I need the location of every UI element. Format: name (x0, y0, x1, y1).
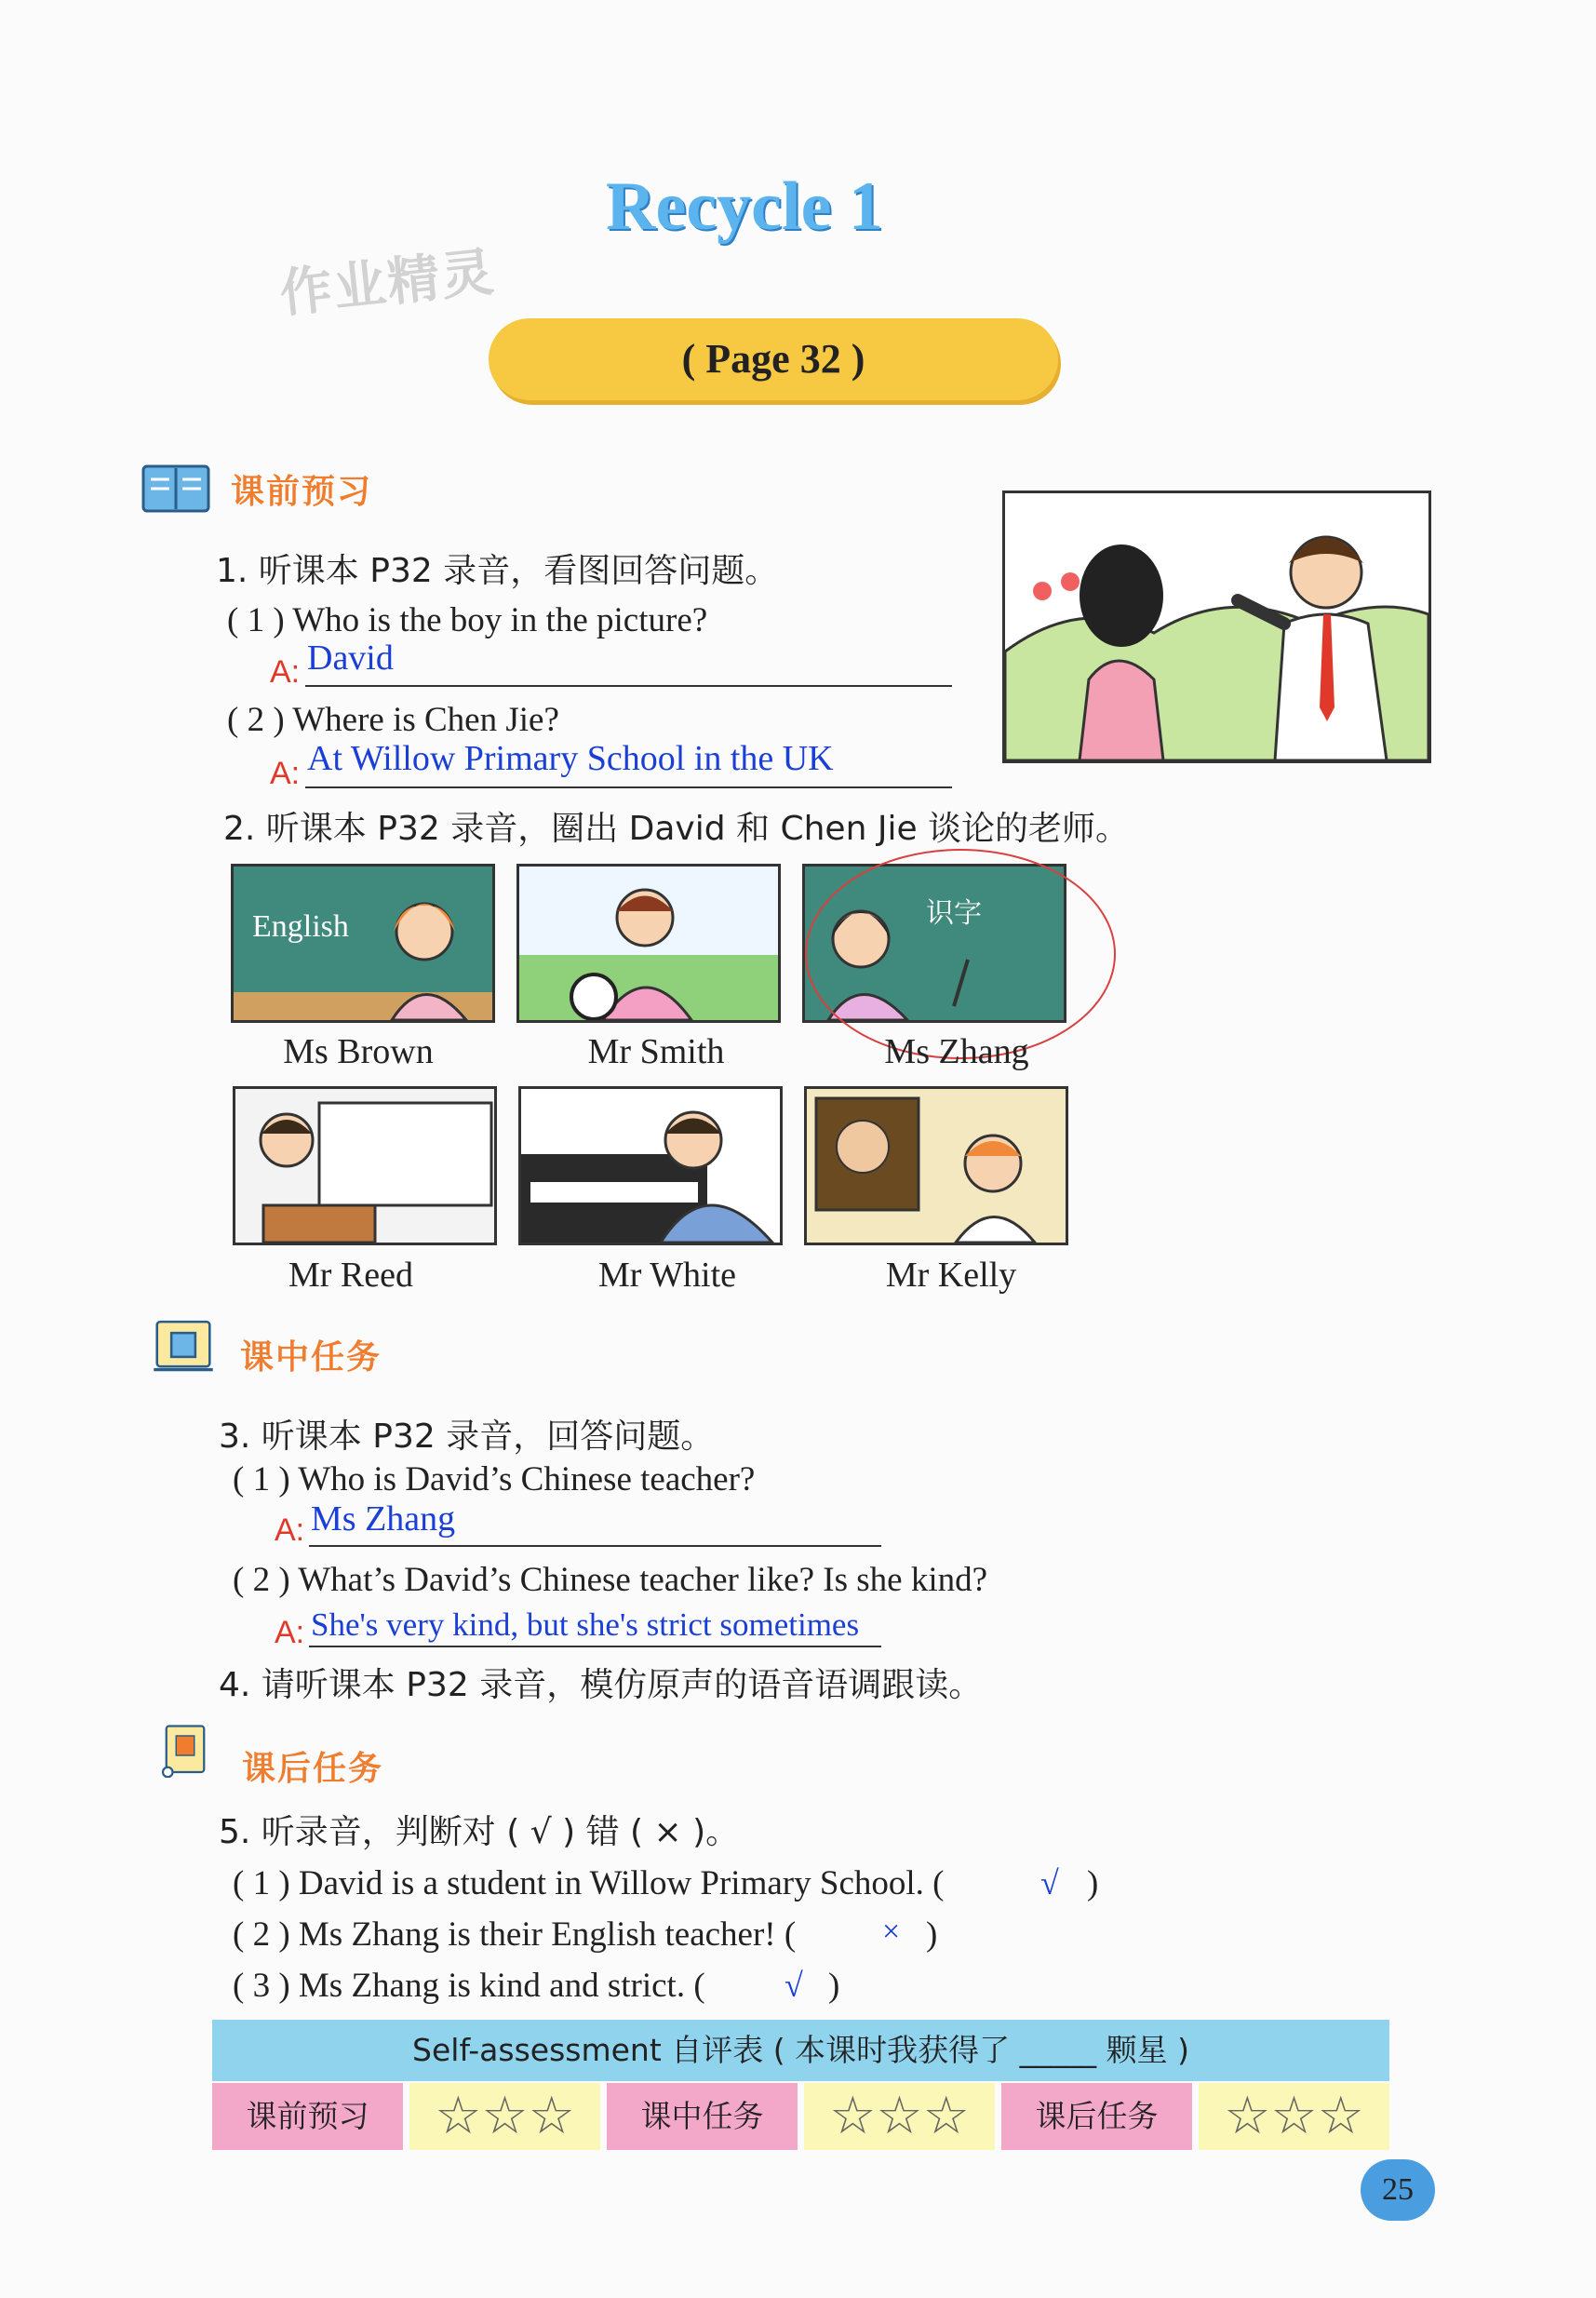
q3-prompt: 3. 听课本 P32 录音，回答问题。 (219, 1418, 715, 1456)
q3-item1-question: ( 1 ) Who is David’s Chinese teacher? (233, 1460, 756, 1498)
sa-label-in-class: 课中任务 (607, 2083, 798, 2150)
q5-item2-text: ( 2 ) Ms Zhang is their English teacher! ( (233, 1915, 797, 1954)
q2-prompt: 2. 听课本 P32 录音，圈出 David 和 Chen Jie 谈论的老师。 (223, 810, 1130, 848)
notebook-icon (149, 1722, 221, 1778)
q3-item1-answer: Ms Zhang (311, 1499, 456, 1539)
q5-item3-mark: √ (785, 1967, 803, 2004)
sa-label-after-class: 课后任务 (1001, 2083, 1192, 2150)
teacher-mr-reed-picture (233, 1086, 497, 1245)
q5-item1-close: ) (1087, 1864, 1099, 1902)
q5-item3-text: ( 3 ) Ms Zhang is kind and strict. ( (233, 1967, 705, 2005)
self-assessment-header: Self-assessment 自评表 ( 本课时我获得了 _____ 颗星 ) (212, 2020, 1389, 2081)
book-icon (140, 461, 212, 517)
teacher-mr-smith-picture (516, 864, 781, 1023)
q1-item1-answer-line (305, 640, 952, 687)
teacher-mr-kelly-picture (804, 1086, 1068, 1245)
q3-item2-answer: She's very kind, but she's strict sometimes (311, 1606, 860, 1643)
sa-stars-after-class[interactable]: ☆☆☆ (1199, 2083, 1389, 2150)
section-title-in-class: 课中任务 (240, 1338, 382, 1377)
q1-item2-answer: At Willow Primary School in the UK (307, 739, 834, 778)
page-reference-pill: ( Page 32 ) (489, 318, 1058, 400)
q1-item1-question: ( 1 ) Who is the boy in the picture? (227, 601, 708, 639)
q5-item2-close: ) (926, 1915, 938, 1954)
q3-item1-label: A: (275, 1512, 305, 1548)
watermark: 作业精灵 (276, 242, 499, 325)
caption-mr-smith: Mr Smith (587, 1032, 725, 1071)
q1-prompt: 1. 听课本 P32 录音，看图回答问题。 (216, 552, 779, 590)
sa-stars-in-class[interactable]: ☆☆☆ (804, 2083, 995, 2150)
page-number: 25 (1361, 2159, 1435, 2221)
board-text-chinese: 识字 (926, 897, 982, 930)
q1-item1-answer: David (307, 638, 394, 678)
q1-item1-label: A: (270, 654, 301, 690)
caption-mr-white: Mr White (597, 1256, 737, 1295)
sa-stars-preview[interactable]: ☆☆☆ (409, 2083, 600, 2150)
page-title: Recycle 1 (606, 168, 883, 245)
caption-ms-zhang: Ms Zhang (884, 1032, 1029, 1071)
q4-prompt: 4. 请听课本 P32 录音，模仿原声的语音语调跟读。 (219, 1666, 983, 1704)
q5-item1-mark: √ (1040, 1864, 1059, 1902)
q3-item2-question: ( 2 ) What’s David’s Chinese teacher like? Is she kind? (233, 1561, 988, 1599)
q5-item2-mark: × (882, 1915, 901, 1949)
caption-mr-reed: Mr Reed (288, 1256, 414, 1295)
task-board-icon (147, 1317, 220, 1373)
sa-label-preview: 课前预习 (212, 2083, 403, 2150)
caption-mr-kelly: Mr Kelly (885, 1256, 1017, 1295)
q5-item1-text: ( 1 ) David is a student in Willow Primary School. ( (233, 1864, 945, 1902)
teacher-ms-brown-picture (231, 864, 495, 1023)
q3-item2-label: A: (275, 1615, 305, 1650)
q1-item2-question: ( 2 ) Where is Chen Jie? (227, 701, 559, 739)
q5-item3-close: ) (828, 1967, 840, 2005)
section-title-preview: 课前预习 (231, 473, 373, 511)
section-title-after-class: 课后任务 (242, 1750, 384, 1788)
caption-ms-brown: Ms Brown (283, 1032, 434, 1071)
boy-and-girl-illustration (1002, 491, 1431, 763)
q5-prompt: 5. 听录音，判断对 ( √ ) 错 ( × )。 (219, 1813, 740, 1851)
teacher-mr-white-picture (518, 1086, 783, 1245)
board-text-english: English (252, 909, 349, 944)
q1-item2-label: A: (270, 756, 301, 791)
